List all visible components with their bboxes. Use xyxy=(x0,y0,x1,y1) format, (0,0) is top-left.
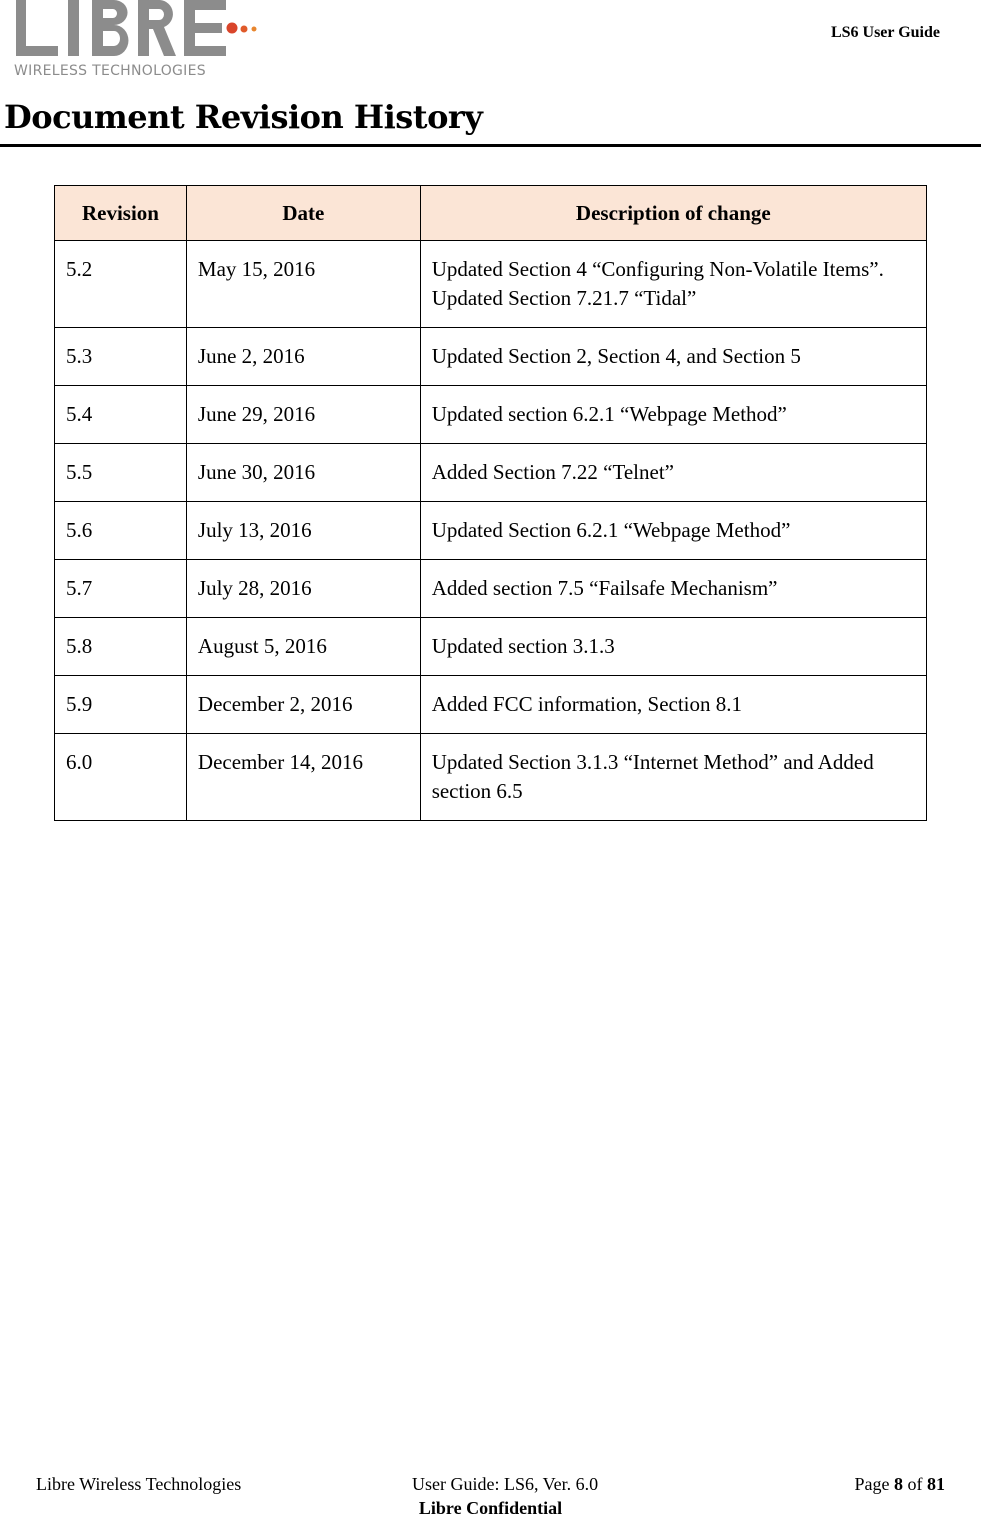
revision-cell: 5.7 xyxy=(55,560,187,618)
revision-cell: 5.4 xyxy=(55,386,187,444)
description-cell: Added Section 7.22 “Telnet” xyxy=(420,444,926,502)
date-cell: May 15, 2016 xyxy=(186,241,420,328)
of-label: of xyxy=(907,1474,923,1494)
page-label: Page xyxy=(854,1474,890,1494)
table-row xyxy=(55,618,927,676)
date-cell: December 14, 2016 xyxy=(186,734,420,821)
column-header-description: Description of change xyxy=(420,186,926,241)
description-cell: Updated Section 6.2.1 “Webpage Method” xyxy=(420,502,926,560)
table-row xyxy=(55,734,927,821)
revision-cell: 5.9 xyxy=(55,676,187,734)
description-cell: Updated Section 4 “Configuring Non-Volatile Items”. Updated Section 7.21.7 “Tidal” xyxy=(420,241,926,328)
description-cell: Updated Section 2, Section 4, and Section 5 xyxy=(420,328,926,386)
date-cell: July 13, 2016 xyxy=(186,502,420,560)
document-header-title: LS6 User Guide xyxy=(830,24,940,41)
description-cell: Updated section 3.1.3 xyxy=(420,618,926,676)
title-underline xyxy=(0,144,981,147)
date-cell: June 2, 2016 xyxy=(186,328,420,386)
page-title: Document Revision History xyxy=(4,98,483,136)
date-cell: June 30, 2016 xyxy=(186,444,420,502)
table-row xyxy=(55,676,927,734)
total-pages: 81 xyxy=(927,1474,945,1494)
footer-page-number xyxy=(855,1474,946,1495)
description-cell: Updated section 6.2.1 “Webpage Method” xyxy=(420,386,926,444)
table-row xyxy=(55,241,927,328)
column-header-revision: Revision xyxy=(55,186,187,241)
date-cell: August 5, 2016 xyxy=(186,618,420,676)
revision-cell: 5.5 xyxy=(55,444,187,502)
footer-company: Libre Wireless Technologies xyxy=(36,1474,242,1494)
description-cell: Added FCC information, Section 8.1 xyxy=(420,676,926,734)
column-header-date: Date xyxy=(186,186,420,241)
revision-cell: 5.6 xyxy=(55,502,187,560)
footer-confidential: Libre Confidential xyxy=(418,1498,563,1518)
logo-subtitle: WIRELESS TECHNOLOGIES xyxy=(14,63,206,79)
date-cell: June 29, 2016 xyxy=(186,386,420,444)
description-cell: Added section 7.5 “Failsafe Mechanism” xyxy=(420,560,926,618)
table-header-row xyxy=(55,186,927,241)
revision-cell: 5.8 xyxy=(55,618,187,676)
revision-cell: 6.0 xyxy=(55,734,187,821)
footer-guide-version: User Guide: LS6, Ver. 6.0 xyxy=(412,1474,599,1494)
company-logo xyxy=(14,0,264,80)
table-row xyxy=(55,444,927,502)
description-cell: Updated Section 3.1.3 “Internet Method” and Added section 6.5 xyxy=(420,734,926,821)
table-row xyxy=(55,328,927,386)
date-cell: July 28, 2016 xyxy=(186,560,420,618)
current-page: 8 xyxy=(894,1474,903,1494)
table-row xyxy=(55,386,927,444)
revision-cell: 5.3 xyxy=(55,328,187,386)
revision-history-table xyxy=(54,185,927,821)
revision-cell: 5.2 xyxy=(55,241,187,328)
table-row xyxy=(55,502,927,560)
table-row xyxy=(55,560,927,618)
date-cell: December 2, 2016 xyxy=(186,676,420,734)
